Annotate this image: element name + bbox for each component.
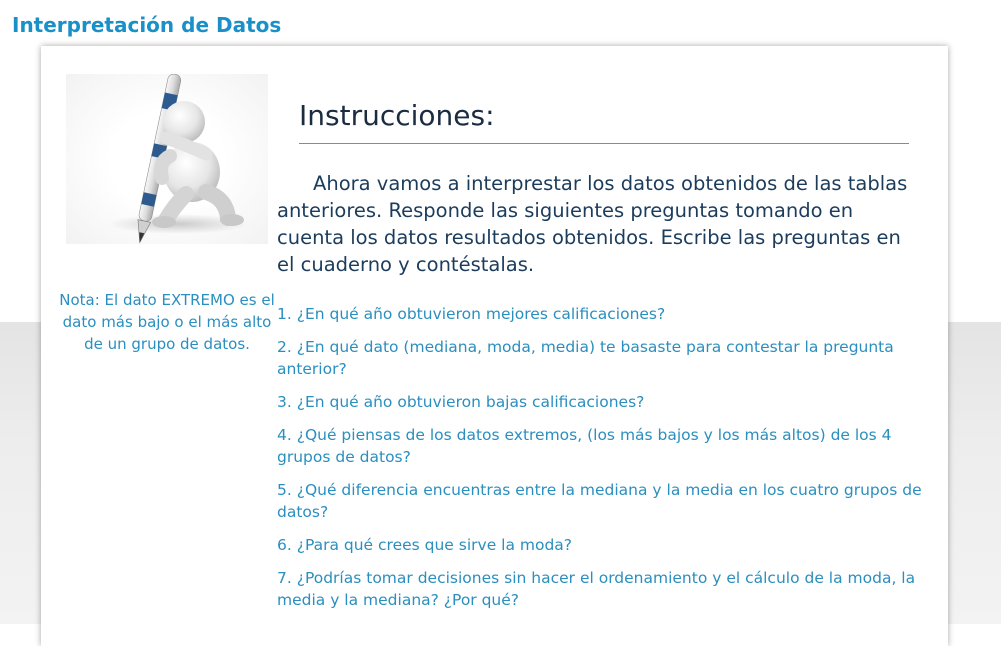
extreme-data-note: Nota: El dato EXTREMO es el dato más bajo o el más alto de un grupo de datos.	[59, 291, 275, 353]
figure-with-pen-icon	[66, 74, 268, 244]
figure-with-pen-illustration	[66, 74, 268, 244]
question-1: 1. ¿En qué año obtuvieron mejores calificaciones?	[277, 305, 666, 323]
instructions-intro: Ahora vamos a interprestar los datos obtenidos de las tablas anteriores. Responde las siguientes preguntas tomando en cuenta los datos resultados obtenidos. Escribe las preguntas en el cuaderno y contéstalas.	[277, 172, 908, 276]
content-card	[41, 46, 948, 646]
question-6: 6. ¿Para qué crees que sirve la moda?	[277, 536, 573, 554]
page-title: Interpretación de Datos	[12, 13, 282, 37]
question-7: 7. ¿Podrías tomar decisiones sin hacer el ordenamiento y el cálculo de la moda, la media y la mediana? ¿Por qué?	[277, 569, 916, 609]
question-2: 2. ¿En qué dato (mediana, moda, media) te basaste para contestar la pregunta anterior?	[277, 338, 894, 378]
question-3: 3. ¿En qué año obtuvieron bajas calificaciones?	[277, 393, 645, 411]
questions-list	[277, 303, 937, 622]
question-4: 4. ¿Qué piensas de los datos extremos, (los más bajos y los más altos) de los 4 grupos de datos?	[277, 426, 892, 466]
question-5: 5. ¿Qué diferencia encuentras entre la mediana y la media en los cuatro grupos de datos?	[277, 481, 922, 521]
instructions-heading: Instrucciones:	[299, 96, 909, 144]
